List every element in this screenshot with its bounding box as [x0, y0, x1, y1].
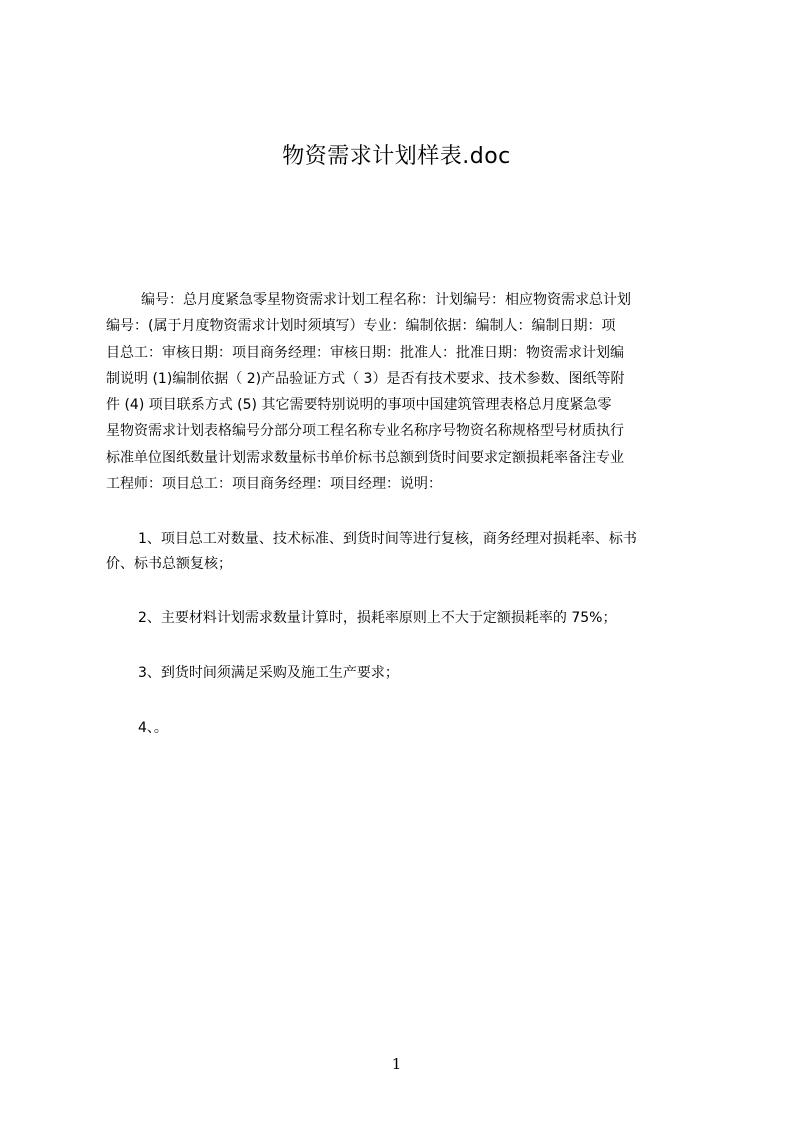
note-text: 3、到货时间须满足采购及施工生产要求； [138, 665, 399, 681]
body-line: 编号：总月度紧急零星物资需求计划工程名称：计划编号：相应物资需求总计划 [141, 292, 631, 308]
note-item-3 [106, 661, 706, 686]
note-text: 1、项目总工对数量、技术标准、到货时间等进行复核，商务经理对损耗率、标书 [138, 531, 637, 547]
body-line: 目总工：审核日期：项目商务经理：审核日期：批准人：批准日期：物资需求计划编 [106, 344, 624, 361]
body-paragraph [106, 287, 698, 497]
body-line: 件 (4) 项目联系方式 (5) 其它需要特别说明的事项中国建筑管理表格总月度紧急零 [106, 397, 612, 414]
note-item-2 [106, 606, 706, 631]
page-number: 1 [391, 1055, 402, 1073]
note-item-1 [106, 527, 706, 577]
note-text: 2、主要材料计划需求数量计算时，损耗率原则上不大于定额损耗率的 75%； [138, 610, 617, 626]
note-text: 4、。 [138, 720, 168, 736]
note-text-continued: 价、标书总额复核； [106, 556, 232, 572]
body-line: 标准单位图纸数量计划需求数量标书单价标书总额到货时间要求定额损耗率备注专业 [106, 449, 624, 466]
note-item-4 [106, 716, 706, 741]
document-title: 物资需求计划样表.doc [282, 144, 511, 169]
body-line: 工程师：项目总工：项目商务经理：项目经理：说明： [106, 476, 442, 493]
body-line: 星物资需求计划表格编号分部分项工程名称专业名称序号物资名称规格型号材质执行 [106, 423, 624, 440]
body-line: 制说明 (1)编制依据（ 2)产品验证方式（ 3）是否有技术要求、技术参数、图纸等附 [106, 370, 625, 387]
body-line: 编号：(属于月度物资需求计划时须填写）专业：编制依据：编制人：编制日期：项 [106, 318, 616, 335]
